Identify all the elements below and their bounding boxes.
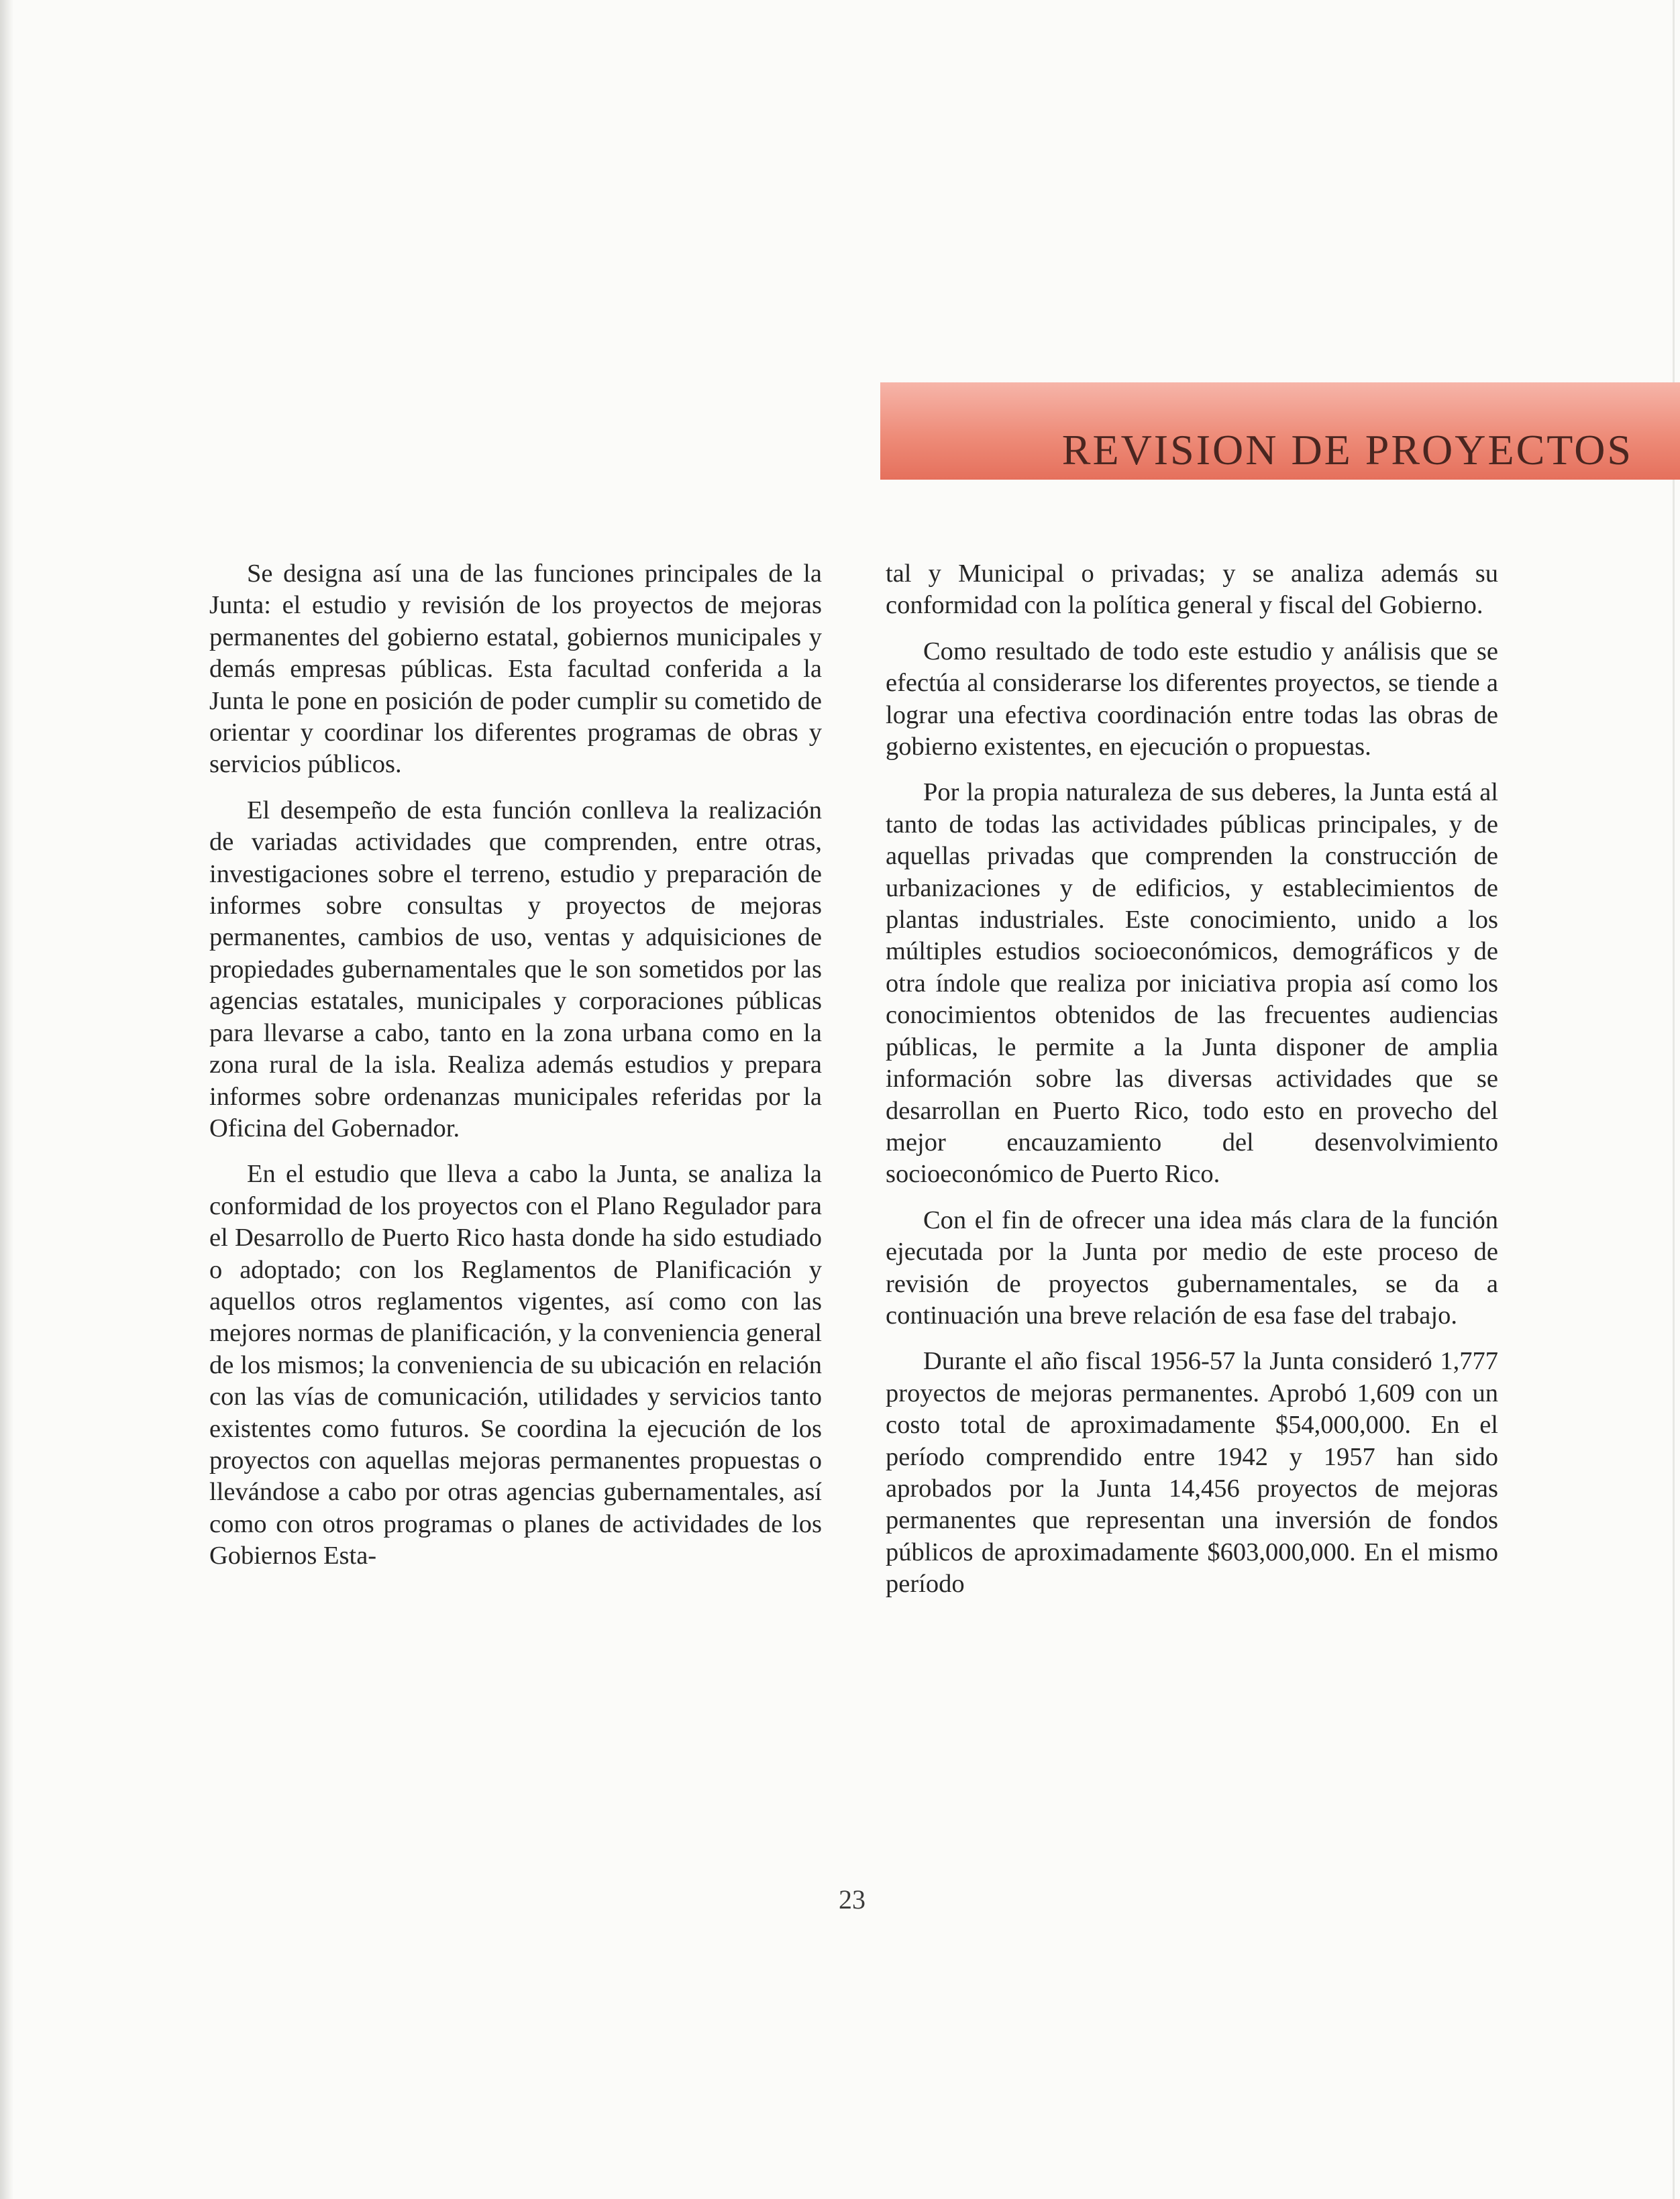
paragraph: Como resultado de todo este estudio y análisis que se efectúa al considerarse los diferentes proyectos, se tiende a lograr una efectiva coordinación entre todas las obras de gobierno existentes, en ejecución o propuestas. [886, 637, 1498, 761]
right-text-column [886, 558, 1498, 1601]
paragraph: El desempeño de esta función conlleva la realización de variadas actividades que comprenden, entre otras, investigaciones sobre el terreno, estudio y preparación de informes sobre consultas y proyectos de mejoras permanentes, cambios de uso, ventas y adquisiciones de propiedades gubernamentales que le son sometidos por las agencias estatales, municipales y corporaciones públicas para llevarse a cabo, tanto en la zona urbana como en la zona rural de la isla. Realiza además estudios y prepara informes sobre ordenanzas municipales referidas por la Oficina del Gobernador. [209, 796, 822, 1142]
page-edge-shadow [0, 0, 13, 2199]
paragraph: Se designa así una de las funciones principales de la Junta: el estudio y revisión de los proyectos de mejoras permanentes del gobierno estatal, gobiernos municipales y demás empresas públicas. Esta facultad conferida a la Junta le pone en posición de poder cumplir su cometido de orientar y coordinar los diferentes programas de obras y servicios públicos. [209, 559, 822, 779]
left-text-column [209, 558, 822, 1572]
section-heading-band [880, 382, 1680, 480]
section-title: REVISION DE PROYECTOS [1061, 426, 1633, 474]
paragraph: En el estudio que lleva a cabo la Junta, se analiza la conformidad de los proyectos con el Plano Regulador para el Desarrollo de Puerto Rico hasta donde ha sido estudiado o adoptado; con los Reglamentos de Planificación y aquellos otros reglamentos vigentes, así como con las mejores normas de planificación, y la conveniencia general de los mismos; la conveniencia de su ubicación en relación con las vías de comunicación, utilidades y servicios tanto existentes como futuros. Se coordina la ejecución de los proyectos con aquellas mejoras permanentes propuestas o llevándose a cabo por otras agencias gubernamentales, así como con otros programas o planes de actividades de los Gobiernos Esta- [209, 1160, 822, 1570]
page-number: 23 [839, 1884, 865, 1915]
paragraph: Por la propia naturaleza de sus deberes, la Junta está al tanto de todas las actividades públicas principales, y de aquellas privadas que comprenden la construcción de urbanizaciones y de edificios, y establecimientos de plantas industriales. Este conocimiento, unido a los múltiples estudios socioeconómicos, demográficos y de otra índole que realiza por iniciativa propia así como los conocimientos obtenidos de las frecuentes audiencias públicas, le permite a la Junta disponer de amplia información sobre las diversas actividades que se desarrollan en Puerto Rico, todo esto en provecho del mejor encauzamiento del desenvolvimiento socioeconómico de Puerto Rico. [886, 778, 1498, 1189]
paragraph: Durante el año fiscal 1956-57 la Junta consideró 1,777 proyectos de mejoras permanentes. Aprobó 1,609 con un costo total de aproximadamente $54,000,000. En el período comprendido entre 1942 y 1957 han sido aprobados por la Junta 14,456 proyectos de mejoras permanentes que representan una inversión de fondos públicos de aproximadamente $603,000,000. En el mismo período [886, 1347, 1498, 1599]
page-edge-rule [1673, 0, 1675, 2199]
paragraph-continuation: tal y Municipal o privadas; y se analiza además su conformidad con la política general y fiscal del Gobierno. [886, 559, 1498, 620]
paragraph: Con el fin de ofrecer una idea más clara de la función ejecutada por la Junta por medio de este proceso de revisión de proyectos gubernamentales, se da a continuación una breve relación de esa fase del trabajo. [886, 1205, 1498, 1330]
